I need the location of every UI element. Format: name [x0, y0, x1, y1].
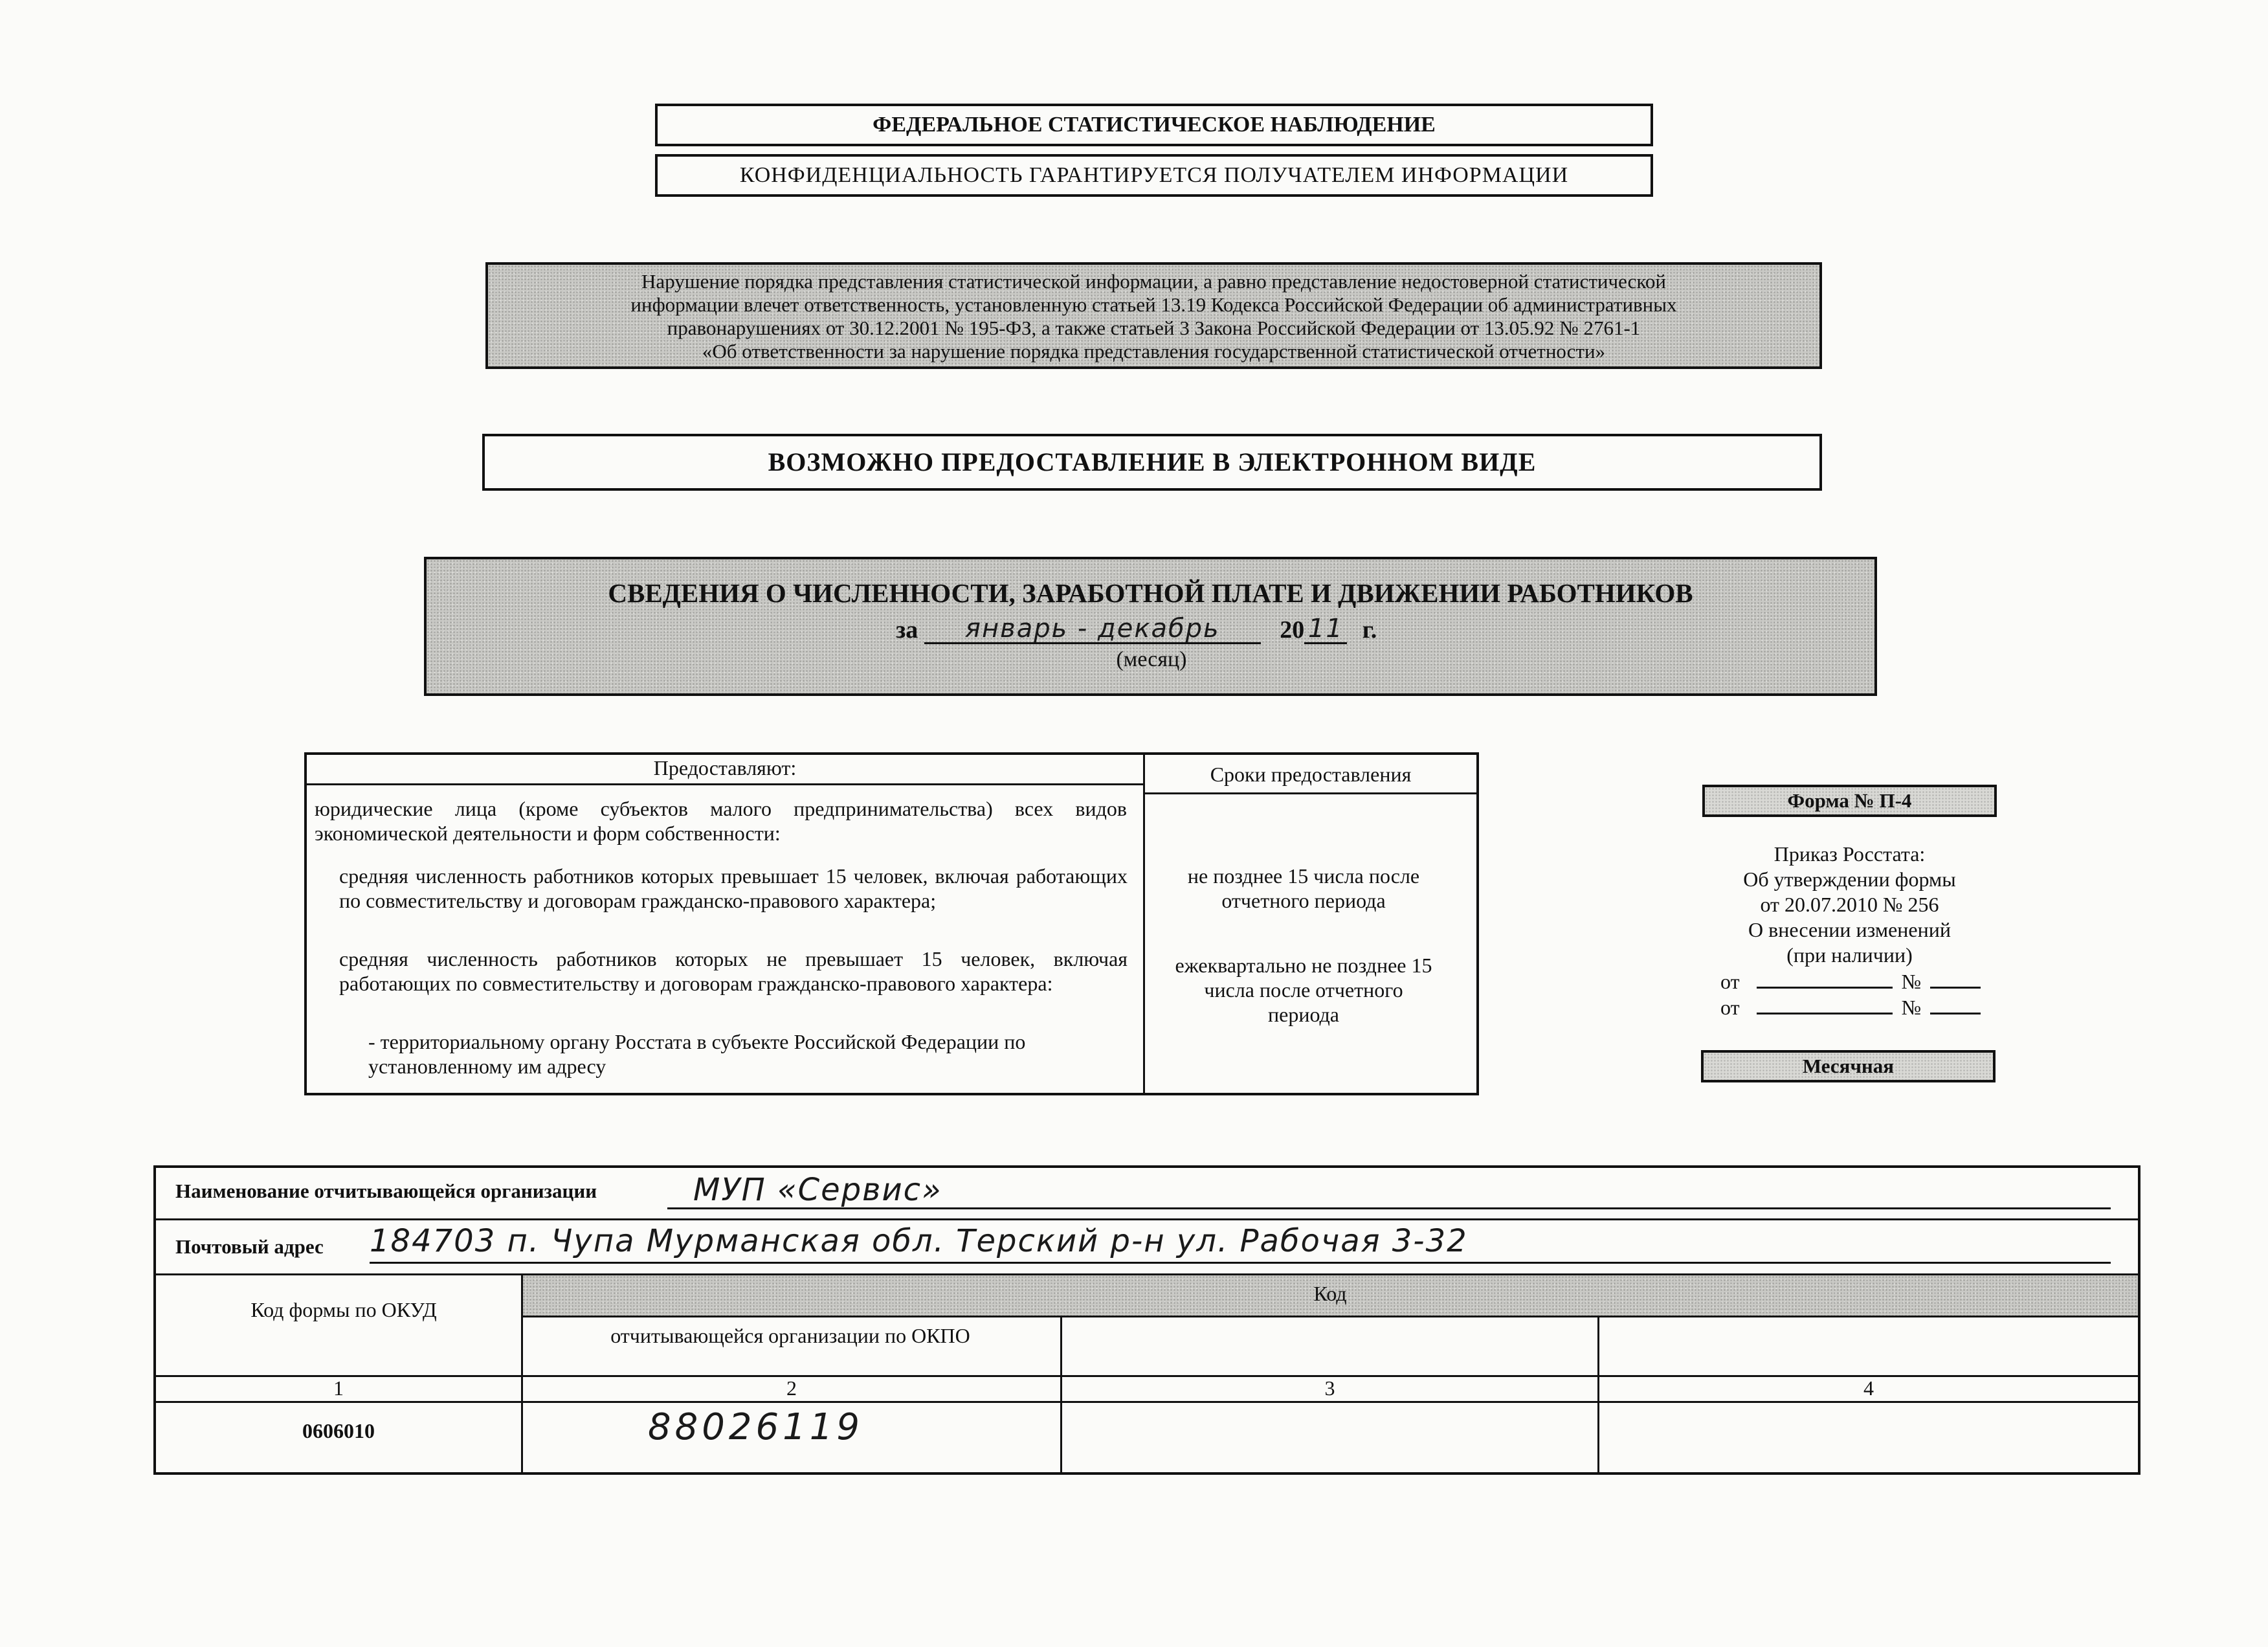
organization-codes-table [153, 1165, 2140, 1475]
submission-table-divider [1143, 755, 1145, 1093]
order-line: О внесении изменений [1748, 918, 1951, 941]
month-caption: (месяц) [1116, 647, 1187, 671]
okud-code-value: 0606010 [302, 1419, 375, 1442]
okud-header: Код формы по ОКУД [250, 1298, 437, 1321]
submission-header-rule [307, 783, 1143, 785]
col-number-2: 2 [786, 1376, 797, 1400]
col-number-1: 1 [333, 1376, 344, 1400]
submitters-intro: юридические лица (кроме субъектов малого предпринимательства) всех видов экономической деятельности и форм собственности: [315, 797, 1127, 845]
col-number-4: 4 [1863, 1376, 1874, 1400]
order-line: от 20.07.2010 № 256 [1760, 893, 1939, 916]
report-title-box [424, 557, 1877, 696]
legal-warning-box [485, 262, 1822, 369]
code-col3-value[interactable] [1062, 1403, 1597, 1472]
no-label: № [1901, 970, 1922, 993]
order-line: Приказ Росстата: [1773, 842, 1926, 866]
report-period-line [896, 614, 1377, 644]
org-name-value[interactable]: МУП «Сервис» [667, 1173, 2111, 1209]
address-value[interactable]: 184703 п. Чупа Мурманская обл. Терский р-н ул. Рабочая 3-32 [370, 1221, 2111, 1264]
warning-line: Нарушение порядка представления статистической информации, а равно представление недостоверной статистической [641, 270, 1666, 293]
submitters-item-territorial: - территориальному органу Росстата в субъекте Российской Федерации по установленному им адресу [368, 1030, 1026, 1078]
amendment-row-1 [1720, 966, 1981, 994]
kod-header: Код [1313, 1282, 1347, 1305]
ot-label: от [1720, 996, 1740, 1019]
org-name-row [175, 1180, 597, 1203]
amendment-number-field[interactable] [1930, 992, 1981, 1014]
amendment-number-field[interactable] [1930, 966, 1981, 989]
deadlines-header: Сроки предоставления [1210, 763, 1412, 786]
org-name-row-rule [156, 1218, 2138, 1220]
form-number-badge: Форма № П-4 [1702, 785, 1997, 817]
report-title: СВЕДЕНИЯ О ЧИСЛЕННОСТИ, ЗАРАБОТНОЙ ПЛАТЕ И ДВИЖЕНИИ РАБОТНИКОВ [608, 578, 1693, 608]
okpo-code-value[interactable]: 88026119 [648, 1406, 864, 1448]
order-line: (при наличии) [1786, 943, 1913, 967]
warning-line: информации влечет ответственность, установленную статьей 13.19 Кодекса Российской Федерации об административных [630, 293, 1677, 316]
confidentiality-header: КОНФИДЕНЦИАЛЬНОСТЬ ГАРАНТИРУЕТСЯ ПОЛУЧАТЕЛЕМ ИНФОРМАЦИИ [655, 154, 1653, 197]
submission-table [304, 752, 1479, 1095]
period-handwritten[interactable]: январь - декабрь [924, 614, 1261, 644]
warning-line: «Об ответственности за нарушение порядка представления государственной статистической отчетности» [702, 340, 1606, 363]
amendment-date-field[interactable] [1757, 992, 1893, 1014]
col-divider-1 [521, 1275, 523, 1472]
amendment-date-field[interactable] [1757, 966, 1893, 989]
federal-observation-header: ФЕДЕРАЛЬНОЕ СТАТИСТИЧЕСКОЕ НАБЛЮДЕНИЕ [655, 104, 1653, 146]
warning-line: правонарушениях от 30.12.2001 № 195-ФЗ, а также статьей 3 Закона Российской Федерации от 13.05.92 № 2761-1 [667, 317, 1641, 339]
col-number-3: 3 [1324, 1376, 1335, 1400]
order-line: Об утверждении формы [1743, 868, 1956, 891]
deadline-quarterly: ежеквартально не позднее 15 числа после отчетного периода [1175, 954, 1432, 1026]
address-label: Почтовый адрес [175, 1235, 324, 1258]
okpo-header: отчитывающейся организации по ОКПО [610, 1324, 970, 1347]
amendment-row-2 [1720, 992, 1981, 1020]
kod-header-cell [522, 1275, 2138, 1316]
za-label: за [896, 616, 918, 644]
submitters-item-over-15: средняя численность работников которых превышает 15 человек, включая работающих по совместительству и договорам гражданско-правового характера; [339, 864, 1128, 912]
rosstat-order-block [1683, 842, 2016, 968]
no-label: № [1901, 996, 1922, 1019]
org-name-label: Наименование отчитывающейся организации [175, 1180, 597, 1202]
code-col4-value[interactable] [1599, 1403, 2138, 1472]
year-suffix: г. [1362, 616, 1377, 644]
year-handwritten[interactable]: 11 [1304, 614, 1347, 644]
kod-header-rule [522, 1316, 2138, 1317]
periodicity-badge: Месячная [1701, 1050, 1996, 1082]
submitters-item-under-15: средняя численность работников которых не превышает 15 человек, включая работающих по совместительству и договорам гражданско-правового характера: [339, 947, 1128, 995]
ot-label: от [1720, 970, 1740, 993]
deadline-monthly: не позднее 15 числа после отчетного периода [1187, 864, 1420, 912]
submitters-header: Предоставляют: [653, 756, 797, 779]
year-prefix: 20 [1280, 616, 1305, 644]
electronic-submission-box: ВОЗМОЖНО ПРЕДОСТАВЛЕНИЕ В ЭЛЕКТРОННОМ ВИДЕ [482, 434, 1822, 491]
deadline-header-rule [1143, 792, 1476, 794]
